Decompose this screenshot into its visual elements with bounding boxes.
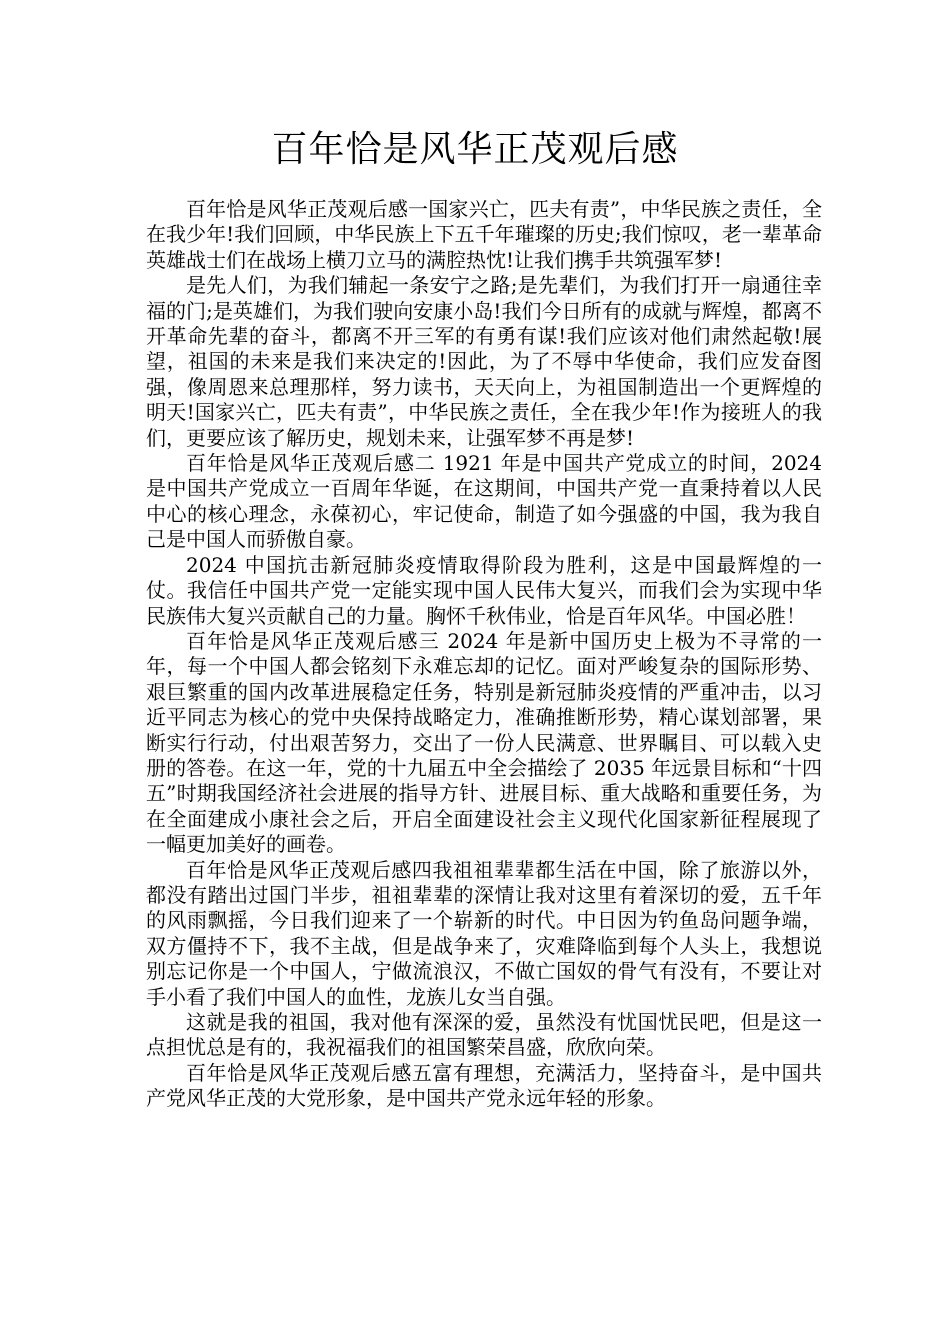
paragraph: 百年恰是风华正茂观后感一国家兴亡，匹夫有责”，中华民族之责任，全在我少年!我们回顾，中华民族上下五千年璀璨的历史;我们惊叹，老一辈革命英雄战士们在战场上横刀立马的满腔热忱!让我们携手共筑强军梦! <box>146 197 822 272</box>
paragraph: 百年恰是风华正茂观后感五富有理想，充满活力，坚持奋斗，是中国共产党风华正茂的大党形象，是中国共产党永远年轻的形象。 <box>146 1060 822 1111</box>
paragraph: 2024 中国抗击新冠肺炎疫情取得阶段为胜利，这是中国最辉煌的一仗。我信任中国共产党一定能实现中国人民伟大复兴，而我们会为实现中华民族伟大复兴贡献自己的力量。胸怀千秋伟业，恰是百年风华。中国必胜！ <box>146 552 822 628</box>
document-body <box>146 197 822 1112</box>
paragraph: 百年恰是风华正茂观后感二 1921 年是中国共产党成立的时间，2024 是中国共产党成立一百周年华诞，在这期间，中国共产党一直秉持着以人民中心的核心理念，永葆初心，牢记使命，制造了如今强盛的中国，我为我自己是中国人而骄傲自豪。 <box>146 451 822 552</box>
paragraph: 百年恰是风华正茂观后感三 2024 年是新中国历史上极为不寻常的一年，每一个中国人都会铭刻下永难忘却的记忆。面对严峻复杂的国际形势、艰巨繁重的国内改革进展稳定任务，特别是新冠肺炎疫情的严重冲击，以习近平同志为核心的党中央保持战略定力，准确推断形势，精心谋划部署，果断实行行动，付出艰苦努力，交出了一份人民满意、世界瞩目、可以载入史册的答卷。在这一年，党的十九届五中全会描绘了 2035 年远景目标和“十四五”时期我国经济社会进展的指导方针、进展目标、重大战略和重要任务，为在全面建成小康社会之后，开启全面建设社会主义现代化国家新征程展现了一幅更加美好的画卷。 <box>146 628 822 857</box>
paragraph: 百年恰是风华正茂观后感四我祖祖辈辈都生活在中国，除了旅游以外，都没有踏出过国门半步，祖祖辈辈的深情让我对这里有着深切的爱，五千年的风雨飘摇，今日我们迎来了一个崭新的时代。中日因为钓鱼岛问题争端，双方僵持不下，我不主战，但是战争来了，灾难降临到每个人头上，我想说别忘记你是一个中国人，宁做流浪汉，不做亡国奴的骨气有没有，不要让对手小看了我们中国人的血性，龙族儿女当自强。 <box>146 857 822 1009</box>
paragraph: 是先人们，为我们辅起一条安宁之路;是先辈们，为我们打开一扇通往幸福的门;是英雄们，为我们驶向安康小岛!我们今日所有的成就与辉煌，都离不开革命先辈的奋斗，都离不开三军的有勇有谋!我们应该对他们肃然起敬!展望，祖国的未来是我们来决定的!因此，为了不辱中华使命，我们应发奋图强，像周恩来总理那样，努力读书，天天向上，为祖国制造出一个更辉煌的明天!国家兴亡，匹夫有责”，中华民族之责任，全在我少年!作为接班人的我们，更要应该了解历史，规划未来，让强军梦不再是梦! <box>146 273 822 450</box>
paragraph: 这就是我的祖国，我对他有深深的爱，虽然没有忧国忧民吧，但是这一点担忧总是有的，我祝福我们的祖国繁荣昌盛，欣欣向荣。 <box>146 1010 822 1060</box>
document-title: 百年恰是风华正茂观后感 <box>271 129 679 170</box>
